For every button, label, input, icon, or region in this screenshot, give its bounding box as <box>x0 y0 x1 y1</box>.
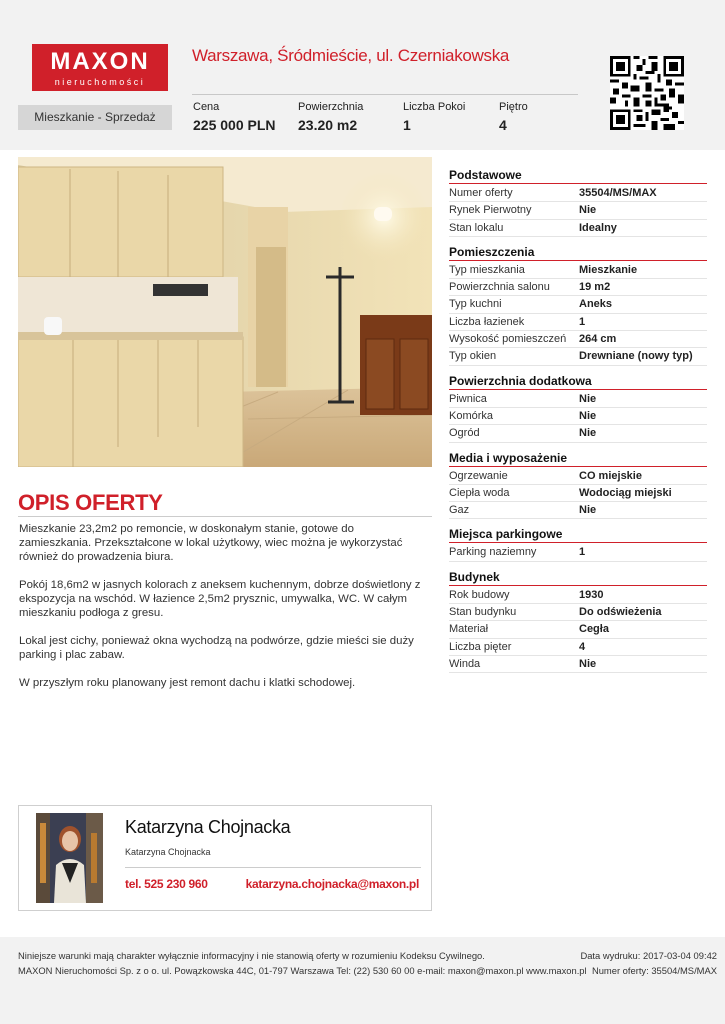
detail-row <box>449 604 707 621</box>
detail-row <box>449 391 707 408</box>
footer-meta <box>580 948 717 978</box>
detail-value: 264 cm <box>579 333 617 346</box>
detail-value: 19 m2 <box>579 281 611 294</box>
detail-value: 1 <box>579 315 586 328</box>
stat-floor <box>499 101 528 133</box>
detail-value: 1930 <box>579 588 604 601</box>
stat-label: Powierzchnia <box>298 101 364 113</box>
detail-key: Typ kuchni <box>449 298 502 311</box>
agent-phone-link[interactable]: tel. 525 230 960 <box>125 877 208 891</box>
detail-row <box>449 220 707 237</box>
detail-value: Nie <box>579 409 597 422</box>
property-photo[interactable] <box>18 157 432 467</box>
section-title: Miejsca parkingowe <box>449 527 707 543</box>
agent-avatar <box>36 813 103 903</box>
agent-portrait-image <box>36 813 103 903</box>
section-title: Media i wyposażenie <box>449 451 707 467</box>
detail-key: Gaz <box>449 504 470 517</box>
detail-key: Powierzchnia salonu <box>449 281 550 294</box>
detail-key: Typ okien <box>449 350 497 363</box>
offer-type-badge: Mieszkanie - Sprzedaż <box>18 105 172 130</box>
detail-value: Drewniane (nowy typ) <box>579 350 693 363</box>
stat-value: 4 <box>499 117 507 133</box>
detail-value: 35504/MS/MAX <box>579 187 657 199</box>
agent-name: Katarzyna Chojnacka <box>125 817 291 837</box>
footer-offer-number: Numer oferty: 35504/MS/MAX <box>591 965 717 976</box>
detail-row <box>449 544 707 561</box>
detail-value: Nie <box>579 657 597 670</box>
detail-row <box>449 279 707 296</box>
detail-row <box>449 468 707 485</box>
detail-key: Stan lokalu <box>449 221 504 234</box>
qr-code-icon[interactable] <box>610 56 684 130</box>
detail-key: Winda <box>449 657 481 670</box>
stat-value: 225 000 PLN <box>193 117 276 133</box>
agent-card <box>18 805 432 911</box>
footer <box>0 937 725 1024</box>
detail-row <box>449 656 707 673</box>
detail-value: Nie <box>579 204 597 217</box>
detail-row <box>449 502 707 519</box>
footer-company-info: MAXON Nieruchomości Sp. z o o. ul. Powązkowska 44C, 01-797 Warszawa Tel: (22) 530 60 00 e-mail: maxon@maxon.pl www.maxon.pl <box>18 965 587 976</box>
stat-value: 23.20 m2 <box>298 117 358 133</box>
stat-label: Piętro <box>499 101 528 113</box>
footer-disclaimer: Niniejsze warunki mają charakter wyłącznie informacyjny i nie stanowią oferty w rozumieniu Kodeksu Cywilnego. <box>18 950 485 961</box>
detail-value: Nie <box>579 504 597 517</box>
detail-row <box>449 425 707 442</box>
agent-subtitle: Katarzyna Chojnacka <box>125 847 211 857</box>
detail-key: Liczba łazienek <box>449 315 525 328</box>
details-section-basic <box>449 168 707 237</box>
detail-row <box>449 262 707 279</box>
detail-row <box>449 485 707 502</box>
detail-value: Nie <box>579 392 597 405</box>
stat-rooms <box>403 101 465 133</box>
kitchen-image <box>18 157 432 467</box>
detail-key: Piwnica <box>449 392 487 405</box>
details-section-media <box>449 451 707 520</box>
detail-value: Idealny <box>579 221 617 234</box>
detail-value: Wodociąg miejski <box>579 486 672 499</box>
agent-email-link[interactable]: katarzyna.chojnacka@maxon.pl <box>245 877 419 891</box>
detail-row <box>449 314 707 331</box>
description-divider <box>18 516 432 517</box>
logo-brand-name: MAXON <box>50 48 150 75</box>
detail-value: Mieszkanie <box>579 263 638 276</box>
logo-brand-subname: nieruchomości <box>54 77 146 87</box>
detail-row <box>449 202 707 219</box>
property-address: Warszawa, Śródmieście, ul. Czerniakowska <box>192 46 510 65</box>
detail-key: Komórka <box>449 409 494 422</box>
detail-key: Numer oferty <box>449 187 513 199</box>
detail-row <box>449 296 707 313</box>
detail-value: Aneks <box>579 298 613 311</box>
description-text <box>19 522 424 704</box>
detail-row <box>449 621 707 638</box>
footer-print-date: Data wydruku: 2017-03-04 09:42 <box>580 950 717 961</box>
detail-row <box>449 639 707 656</box>
description-paragraph: Mieszkanie 23,2m2 po remoncie, w doskonałym stanie, gotowe do zamieszkania. Przekształcone w lokal użytkowy, wiec można je wykorzystać również do prowadzenia biura. <box>19 523 403 563</box>
description-paragraph: Lokal jest cichy, ponieważ okna wychodzą na podwórze, gdzie mieści sie duży parking i plac zabaw. <box>19 635 414 661</box>
section-title: Podstawowe <box>449 168 707 184</box>
detail-key: Materiał <box>449 623 489 636</box>
detail-key: Rynek Pierwotny <box>449 204 532 217</box>
stat-price <box>193 101 276 133</box>
section-title: Budynek <box>449 570 707 586</box>
detail-row <box>449 408 707 425</box>
detail-key: Ogród <box>449 427 480 440</box>
detail-key: Ciepła woda <box>449 486 510 499</box>
section-title: Pomieszczenia <box>449 245 707 261</box>
detail-row <box>449 587 707 604</box>
detail-key: Liczba pięter <box>449 640 512 653</box>
section-title: Powierzchnia dodatkowa <box>449 374 707 390</box>
detail-value: CO miejskie <box>579 469 642 482</box>
details-panel <box>449 168 707 681</box>
detail-value: 1 <box>579 546 586 559</box>
stat-label: Liczba Pokoi <box>403 101 466 113</box>
detail-key: Typ mieszkania <box>449 263 525 276</box>
detail-row <box>449 185 707 202</box>
detail-value: 4 <box>579 640 586 653</box>
agent-divider <box>125 867 421 868</box>
description-title: OPIS OFERTY <box>18 490 163 515</box>
details-section-rooms <box>449 245 707 366</box>
footer-legal <box>18 948 587 978</box>
stat-label: Cena <box>193 101 220 113</box>
detail-value: Nie <box>579 427 597 440</box>
detail-key: Ogrzewanie <box>449 469 508 482</box>
details-section-parking <box>449 527 707 561</box>
stat-area <box>298 101 363 133</box>
detail-value: Cegła <box>579 623 609 636</box>
maxon-logo[interactable] <box>32 44 168 91</box>
header-divider <box>192 94 578 95</box>
details-section-extra-area <box>449 374 707 443</box>
detail-row <box>449 331 707 348</box>
detail-key: Stan budynku <box>449 606 517 619</box>
stat-value: 1 <box>403 117 411 133</box>
detail-value: Do odświeżenia <box>579 606 662 619</box>
detail-row <box>449 348 707 365</box>
detail-key: Rok budowy <box>449 588 510 601</box>
detail-key: Parking naziemny <box>449 546 537 559</box>
description-paragraph: W przyszłym roku planowany jest remont dachu i klatki schodowej. <box>19 677 356 689</box>
header <box>0 0 725 150</box>
details-section-building <box>449 570 707 673</box>
detail-key: Wysokość pomieszczeń <box>449 333 567 346</box>
description-paragraph: Pokój 18,6m2 w jasnych kolorach z aneksem kuchennym, dobrze doświetlony z ekspozycja na wschód. W łazience 2,5m2 prysznic, umywalka, WC. W całym mieszkaniu podłoga z gresu. <box>19 579 421 619</box>
